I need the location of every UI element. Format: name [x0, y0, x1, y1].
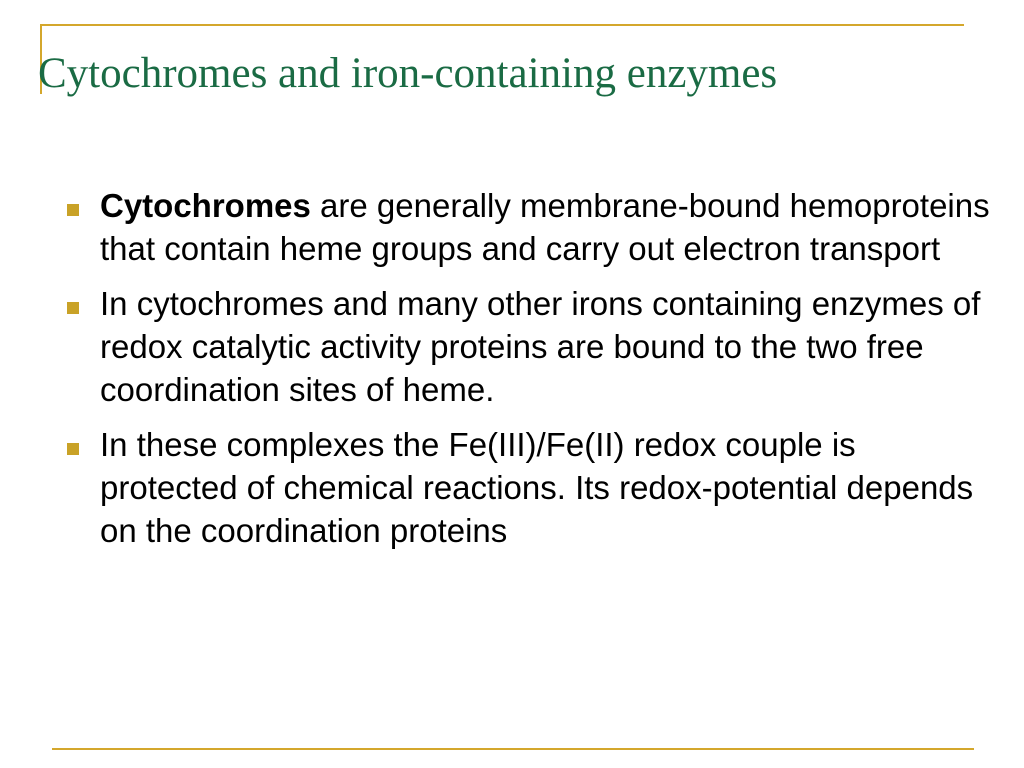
bullet-item [60, 184, 990, 270]
square-bullet-icon [67, 443, 79, 455]
bullet-text: are generally membrane-bound hemoproteins that contain heme groups and carry out electron transport [100, 187, 990, 267]
square-bullet-icon [67, 302, 79, 314]
bottom-border-line [52, 748, 974, 750]
bullet-text: In these complexes the Fe(III)/Fe(II) redox couple is protected of chemical reactions. Its redox-potential depends on the coordination proteins [100, 426, 974, 549]
bullet-item [60, 282, 990, 411]
slide-title: Cytochromes and iron-containing enzymes [38, 50, 778, 97]
square-bullet-icon [67, 204, 79, 216]
bullet-list [60, 184, 990, 564]
bullet-text: In cytochromes and many other irons containing enzymes of redox catalytic activity proteins are bound to the two free coordination sites of heme. [100, 285, 981, 408]
bullet-item [60, 423, 990, 552]
bullet-lead-term: Cytochromes [100, 187, 311, 224]
top-border-line [40, 24, 964, 26]
